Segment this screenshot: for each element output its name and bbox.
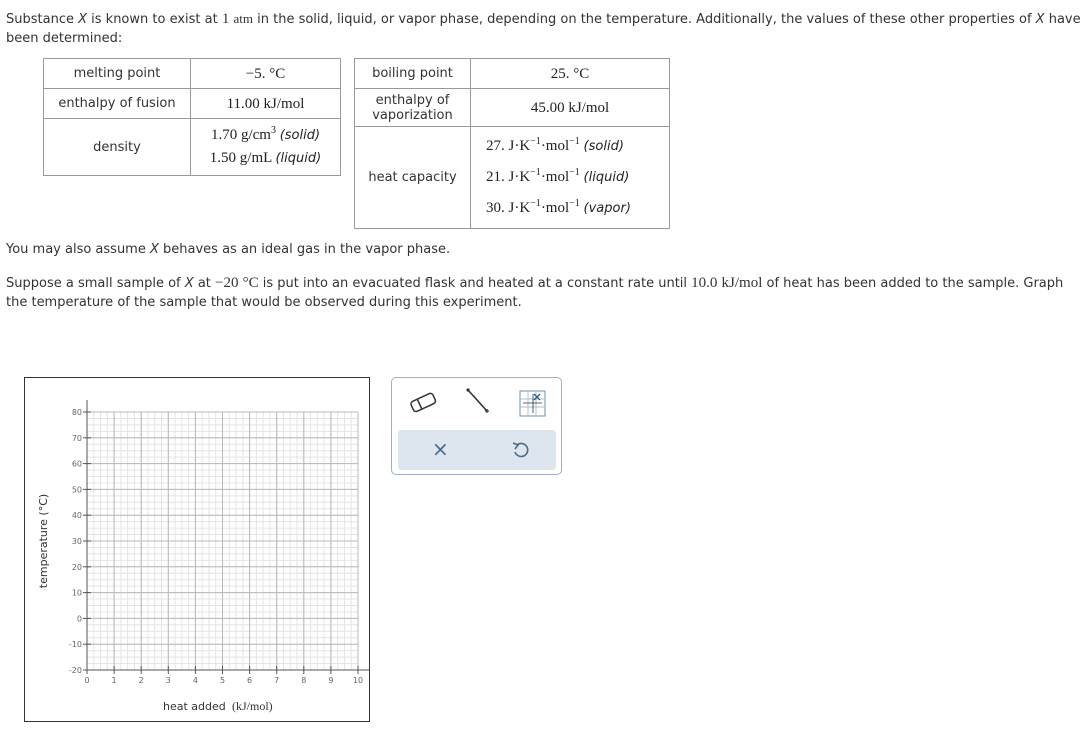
- y-tick-label: 40: [71, 511, 82, 521]
- question-text-2: at: [193, 276, 216, 291]
- melting-point-value: −5. °C: [191, 59, 341, 89]
- density-solid-note: (solid): [279, 128, 321, 143]
- cap-solid-value: 27.: [486, 138, 505, 154]
- cap-liquid-note: (liquid): [583, 170, 630, 185]
- question-text-3: is put into an evacuated flask and heated at a constant rate until: [258, 276, 692, 291]
- cap-unit-b: ·mol: [540, 169, 570, 185]
- enthalpy-vap-label-2: vaporization: [372, 107, 453, 123]
- x-tick-label: 6: [247, 676, 253, 685]
- y-axis-label: temperature (°C): [37, 493, 50, 589]
- clear-button[interactable]: ×: [432, 437, 449, 461]
- eraser-icon: [407, 390, 439, 414]
- y-tick-label: 60: [71, 459, 82, 469]
- enthalpy-vap-label-1: enthalpy of: [375, 92, 450, 108]
- enthalpy-fusion-unit: kJ/mol: [263, 95, 305, 112]
- x-tick-label: 3: [165, 676, 171, 685]
- density-liquid-value: 1.50: [209, 150, 237, 166]
- cap-exp: −1: [530, 167, 541, 178]
- x-tick-label: 7: [274, 676, 280, 685]
- density-solid: [191, 124, 340, 147]
- heat-capacity-vapor: [486, 193, 669, 224]
- x-axis-unit: (kJ/mol): [232, 699, 273, 713]
- cap-exp: −1: [569, 198, 580, 209]
- undo-icon: [510, 439, 532, 461]
- temperature-graph[interactable]: [25, 378, 369, 721]
- y-tick-label: -10: [68, 640, 82, 650]
- intro-text-1: Substance: [6, 12, 79, 27]
- heat-total-value: 10.0: [691, 275, 718, 291]
- drawing-tool-panel: [391, 377, 562, 475]
- action-row: [398, 430, 556, 470]
- question-text-4: of heat has been added to the sample. Graph the temperature of the sample that would be observed during this experiment.: [6, 276, 1064, 310]
- density-solid-unit: g/cm: [240, 127, 271, 143]
- cap-exp: −1: [569, 167, 580, 178]
- melting-point-label: melting point: [44, 59, 191, 89]
- density-solid-exp: 3: [270, 125, 276, 136]
- density-cell: [191, 119, 341, 176]
- question-paragraph: [6, 274, 1081, 312]
- y-tick-label: 20: [71, 562, 82, 572]
- enthalpy-fusion-label: enthalpy of fusion: [44, 89, 191, 119]
- undo-button[interactable]: [510, 439, 532, 465]
- cap-unit-b: ·mol: [540, 200, 570, 216]
- pressure-value: 1: [221, 11, 230, 27]
- heat-capacity-liquid: [486, 162, 669, 193]
- density-liquid-note: (liquid): [275, 151, 322, 166]
- line-segment-icon: [464, 386, 492, 416]
- cap-liquid-value: 21.: [486, 169, 505, 185]
- note-text-1: You may also assume: [6, 242, 150, 257]
- cap-exp: −1: [530, 136, 541, 147]
- density-label: density: [44, 119, 191, 176]
- cap-exp: −1: [569, 136, 580, 147]
- x-tick-label: 4: [192, 676, 198, 685]
- eraser-tool[interactable]: [407, 390, 439, 418]
- grid-toggle-tool[interactable]: [519, 390, 547, 422]
- enthalpy-vap-value: 45.00: [530, 99, 565, 116]
- density-liquid-unit: g/mL: [239, 150, 272, 166]
- intro-text-2: is known to exist at: [87, 12, 222, 27]
- x-tick-label: 2: [138, 676, 144, 685]
- intro-text-4: have been determined:: [6, 12, 1081, 46]
- substance-x: X: [149, 242, 159, 257]
- properties-table-right: [354, 58, 670, 229]
- intro-paragraph: [6, 9, 1081, 48]
- pressure-unit: atm: [233, 11, 253, 26]
- x-tick-label: 8: [301, 676, 307, 685]
- cap-unit-a: J·K: [508, 169, 531, 185]
- cap-vapor-note: (vapor): [583, 201, 631, 216]
- grid-icon: [519, 390, 547, 418]
- question-text-1: Suppose a small sample of: [6, 276, 185, 291]
- graph-panel: [24, 377, 370, 722]
- enthalpy-vap-unit: kJ/mol: [568, 99, 610, 116]
- cap-unit-b: ·mol: [540, 138, 570, 154]
- start-temp-unit: °C: [242, 275, 259, 291]
- y-tick-label: 30: [71, 537, 82, 546]
- enthalpy-fusion-value: 11.00: [226, 95, 260, 112]
- heat-capacity-label: heat capacity: [355, 127, 471, 229]
- y-tick-label: 50: [71, 485, 82, 495]
- intro-text-3: in the solid, liquid, or vapor phase, depending on the temperature. Additionally, the values of these other properties of: [253, 12, 1036, 27]
- density-liquid: [191, 147, 340, 170]
- substance-x: X: [78, 12, 88, 27]
- y-tick-label: -20: [68, 666, 82, 675]
- x-tick-label: 9: [328, 676, 334, 685]
- cap-exp: −1: [530, 198, 541, 209]
- heat-capacity-solid: [486, 131, 669, 162]
- start-temp-value: −20: [215, 275, 239, 291]
- x-tick-label: 5: [219, 676, 226, 685]
- density-solid-value: 1.70: [210, 127, 238, 143]
- y-tick-label: 70: [71, 433, 82, 443]
- cap-unit-a: J·K: [508, 200, 531, 216]
- cap-solid-note: (solid): [583, 139, 624, 154]
- enthalpy-vap-cell: [471, 89, 670, 127]
- x-tick-label: 0: [84, 676, 90, 685]
- cap-vapor-value: 30.: [486, 200, 505, 216]
- x-tick-label: 1: [111, 676, 117, 685]
- cap-unit-a: J·K: [508, 138, 531, 154]
- heat-total-unit: kJ/mol: [721, 275, 763, 291]
- enthalpy-vap-label: [355, 89, 471, 127]
- x-tick-label: 10: [352, 676, 364, 685]
- substance-x: X: [1035, 12, 1045, 27]
- boiling-point-label: boiling point: [355, 59, 471, 89]
- substance-x: X: [184, 276, 194, 291]
- y-tick-label: 80: [71, 408, 82, 417]
- heat-capacity-cell: [471, 127, 670, 229]
- note-text-2: behaves as an ideal gas in the vapor phase.: [158, 242, 451, 257]
- properties-table-left: [43, 58, 341, 176]
- line-tool[interactable]: [464, 386, 492, 420]
- y-tick-label: 0: [76, 614, 82, 624]
- y-tick-label: 10: [71, 588, 82, 598]
- enthalpy-fusion-cell: [191, 89, 341, 119]
- boiling-point-value: 25. °C: [471, 59, 670, 89]
- ideal-gas-note: [6, 242, 450, 257]
- x-axis-label: heat added: [163, 700, 226, 713]
